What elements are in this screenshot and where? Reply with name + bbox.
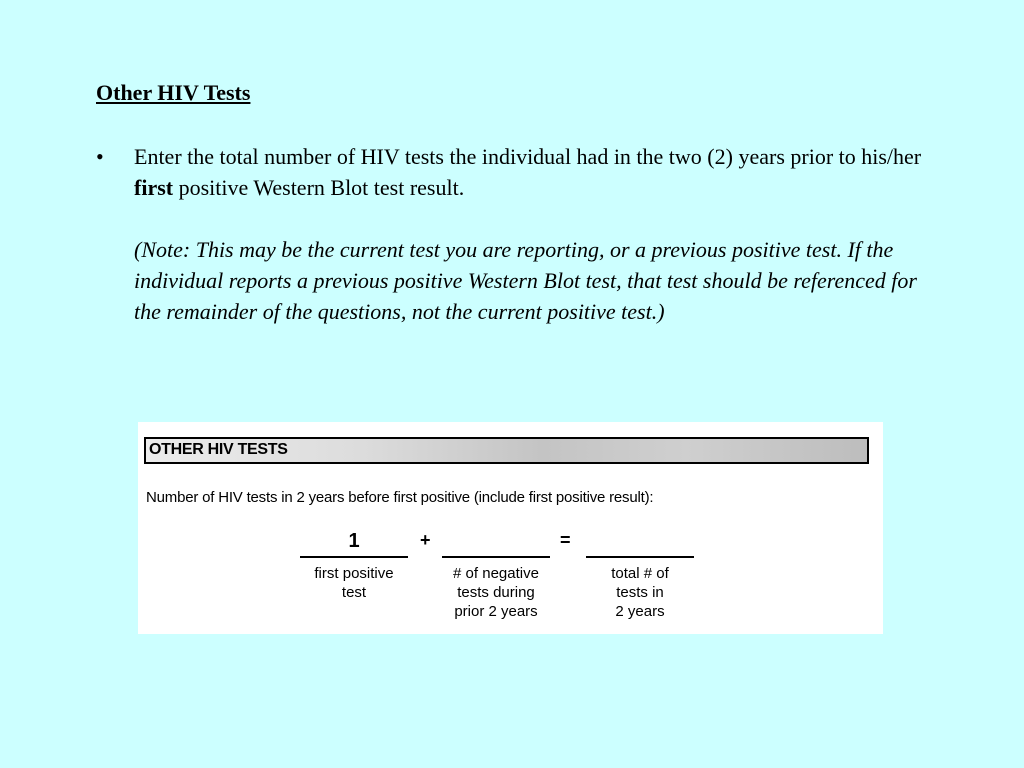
negative-tests-line [442,556,550,558]
negative-tests-field [442,530,550,620]
page-heading: Other HIV Tests [96,80,251,105]
bullet-text [134,141,936,327]
instruction-text-end: positive Western Blot test result. [173,175,465,200]
equals-sign: = [560,530,571,550]
form-section-header [144,437,869,464]
caption-line: prior 2 years [454,603,538,620]
total-tests-caption [566,564,714,621]
total-tests-line [586,556,694,558]
bullet-mark: • [96,144,104,169]
first-positive-caption [280,564,428,602]
form-section-title: OTHER HIV TESTS [149,441,288,458]
total-tests-value [586,530,694,554]
caption-line: test [341,584,367,601]
first-positive-field [300,530,408,620]
instruction-text [134,141,936,203]
caption-line: total # of [611,565,669,582]
caption-line: tests in [616,584,664,601]
caption-line: tests during [457,584,535,601]
first-positive-value: 1 [348,530,360,552]
form-question-text: Number of HIV tests in 2 years before first positive (include first positive result): [146,489,654,506]
total-tests-field [586,530,694,620]
caption-line: 2 years [615,603,665,620]
first-positive-line [300,556,408,558]
instruction-text-emphasis: first [134,175,174,200]
caption-line: first positive [314,565,394,582]
caption-line: # of negative [453,565,539,582]
negative-tests-value [442,530,550,554]
negative-tests-caption [422,564,570,621]
instruction-text-start: Enter the total number of HIV tests the individual had in the two (2) years prior to his/her [134,144,922,169]
form-excerpt-image [138,422,883,634]
note-text: (Note: This may be the current test you are reporting, or a previous positive test. If the individual reports a previous positive Western Blot test, that test should be referenced for the remainder of the questions, not the current positive test.) [134,237,917,324]
instruction-bullet [96,141,936,327]
plus-sign: + [420,530,431,550]
